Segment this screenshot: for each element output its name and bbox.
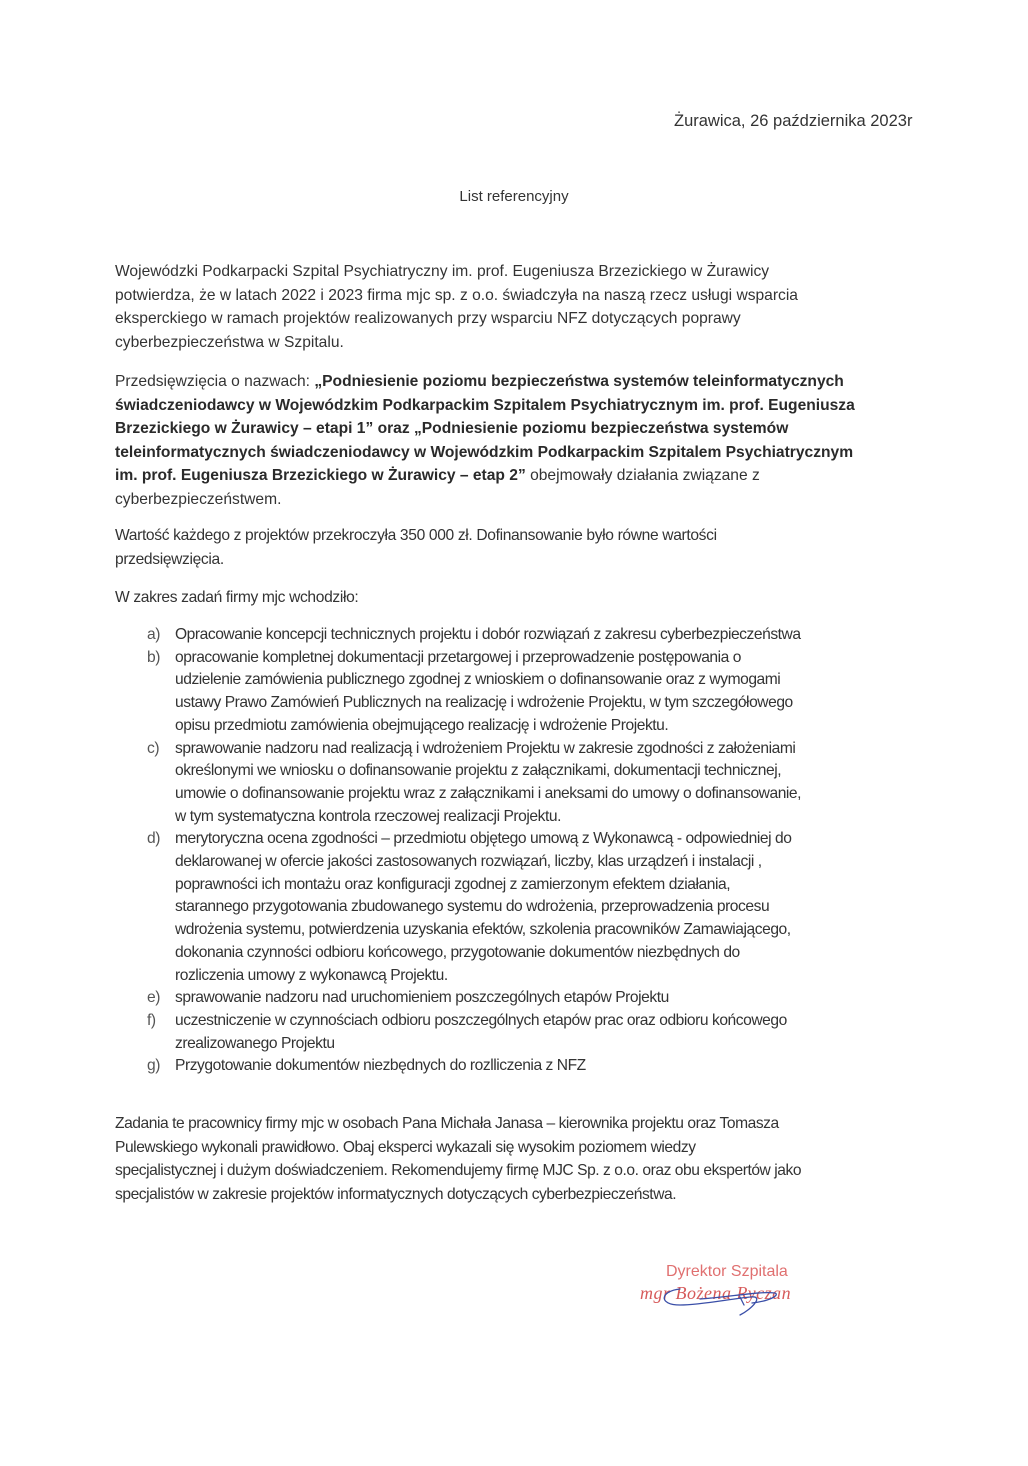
text-line: zrealizowanego Projektu	[175, 1034, 335, 1052]
document-title: List referencyjny	[459, 188, 569, 205]
text-line	[115, 441, 935, 465]
text-line: opracowanie kompletnej dokumentacji przetargowej i przeprowadzenie postępowania o	[175, 648, 741, 666]
text-line: merytoryczna ocena zgodności – przedmiotu objętego umową z Wykonawcą - odpowiedniej do	[175, 830, 792, 848]
place-date: Żurawica, 26 października 2023r	[674, 112, 913, 130]
intro-paragraph	[115, 260, 935, 354]
scope-list	[147, 624, 937, 1078]
handwritten-signature-icon	[640, 1275, 840, 1325]
text-line: uczestniczenie w czynnościach odbioru poszczególnych etapów prac oraz odbioru końcowego	[175, 1011, 787, 1029]
text-line: w tym systematyczna kontrola rzeczowej realizacji Projektu.	[175, 807, 561, 825]
text-line: deklarowanej w ofercie jakości zastosowanych rozwiązań, liczby, klas urządzeń i instalacji ,	[175, 853, 762, 871]
value-paragraph	[115, 524, 935, 571]
text-line: sprawowanie nadzoru nad realizacją i wdrożeniem Projektu w zakresie zgodności z założeniami	[175, 739, 796, 757]
projects-rest: obejmowały działania związane z	[525, 467, 760, 484]
text-line: eksperckiego w ramach projektów realizowanych przy wsparciu NFZ dotyczących poprawy	[115, 310, 741, 327]
list-marker: e)	[147, 989, 160, 1007]
text-line: rozliczenia umowy z wykonawcą Projektu.	[175, 966, 448, 984]
text-line	[115, 394, 935, 418]
signatory-name-stamp: mgr Bożena Ryczan	[640, 1283, 792, 1303]
closing-paragraph	[115, 1112, 935, 1206]
scope-heading: W zakres zadań firmy mjc wchodziło:	[115, 589, 359, 606]
text-line: przedsięwzięcia.	[115, 550, 224, 568]
list-item-b	[147, 647, 937, 738]
list-marker: b)	[147, 648, 160, 666]
project-name-bold: Brzezickiego w Żurawicy – etapi 1” oraz „Podniesienie poziomu bezpieczeństwa systemów	[115, 420, 789, 437]
text-line: Wartość każdego z projektów przekroczyła 350 000 zł. Dofinansowanie było równe wartości	[115, 527, 717, 544]
project-name-bold: teleinformatycznych świadczeniodawcy w Wojewódzkim Podkarpackim Szpitalem Psychiatrycznym	[115, 443, 854, 461]
text-line: specjalistów w zakresie projektów informatycznych dotyczących cyberbezpieczeństwa.	[115, 1185, 677, 1203]
project-name-bold: świadczeniodawcy w Wojewódzkim Podkarpackim Szpitalem Psychiatrycznym im. prof. Eugeniusza	[115, 396, 855, 414]
projects-lead: Przedsięwzięcia o nazwach:	[115, 373, 315, 390]
text-line: starannego przygotowania zbudowanego systemu do wdrożenia, przeprowadzenia procesu	[175, 898, 770, 916]
text-line: Opracowanie koncepcji technicznych projektu i dobór rozwiązań z zakresu cyberbezpieczeństwa	[175, 626, 801, 643]
signatory-title-stamp: Dyrektor Szpitala	[666, 1263, 788, 1280]
list-item-c	[147, 738, 937, 829]
list-item-e	[147, 987, 937, 1010]
list-marker: g)	[147, 1057, 160, 1075]
text-line: Przygotowanie dokumentów niezbędnych do rozlliczenia z NFZ	[175, 1057, 586, 1075]
list-item-d	[147, 828, 937, 987]
project-name-bold: „Podniesienie poziomu bezpieczeństwa systemów teleinformatycznych	[314, 373, 844, 390]
text-line: specjalistycznej i dużym doświadczeniem. Rekomendujemy firmę MJC Sp. z o.o. oraz obu ekspertów jako	[115, 1162, 802, 1179]
text-line: określonymi we wniosku o dofinansowanie projektu z załącznikami, dokumentacji technicznej,	[175, 762, 782, 780]
text-line: Pulewskiego wykonali prawidłowo. Obaj eksperci wykazali się wysokim poziomem wiedzy	[115, 1138, 696, 1156]
list-item-a	[147, 624, 937, 647]
list-marker: a)	[147, 626, 160, 643]
text-line: Zadania te pracownicy firmy mjc w osobach Pana Michała Janasa – kierownika projektu oraz Tomasza	[115, 1115, 779, 1132]
text-line	[115, 370, 935, 394]
list-marker: d)	[147, 830, 160, 848]
list-item-g	[147, 1055, 937, 1078]
text-line: udzielenie zamówienia publicznego zgodnej z wnioskiem o dofinansowanie oraz z wymogami	[175, 671, 781, 689]
text-line	[115, 464, 935, 488]
text-line: cyberbezpieczeństwem.	[115, 490, 282, 508]
text-line: cyberbezpieczeństwa w Szpitalu.	[115, 333, 344, 351]
text-line	[115, 417, 935, 441]
projects-paragraph	[115, 370, 935, 511]
text-line: umowie o dofinansowanie projektu wraz z załącznikami i aneksami do umowy o dofinansowanie,	[175, 784, 802, 802]
list-item-f	[147, 1010, 937, 1055]
text-line: opisu przedmiotu zamówienia obejmującego realizację i wdrożenie Projektu.	[175, 716, 669, 734]
list-marker: f)	[147, 1011, 156, 1029]
text-line: potwierdza, że w latach 2022 i 2023 firma mjc sp. z o.o. świadczyła na naszą rzecz usługi wsparcia	[115, 286, 798, 304]
signature-block	[640, 1263, 850, 1304]
list-marker: c)	[147, 739, 160, 757]
text-line: dokonania czynności odbioru końcowego, przygotowanie dokumentów niezbędnych do	[175, 943, 740, 961]
text-line: wdrożenia systemu, potwierdzenia uzyskania efektów, szkolenia pracowników Zamawiającego,	[175, 921, 791, 939]
text-line: sprawowanie nadzoru nad uruchomieniem poszczególnych etapów Projektu	[175, 989, 669, 1007]
text-line: ustawy Prawo Zamówień Publicznych na realizację i wdrożenie Projektu, w tym szczegółowego	[175, 694, 793, 712]
text-line: poprawności ich montażu oraz konfiguracji zgodnej z zamierzonym efektem działania,	[175, 875, 731, 893]
project-name-bold: im. prof. Eugeniusza Brzezickiego w Żurawicy – etap 2”	[115, 467, 526, 484]
text-line: Wojewódzki Podkarpacki Szpital Psychiatryczny im. prof. Eugeniusza Brzezickiego w Żurawicy	[115, 263, 770, 280]
